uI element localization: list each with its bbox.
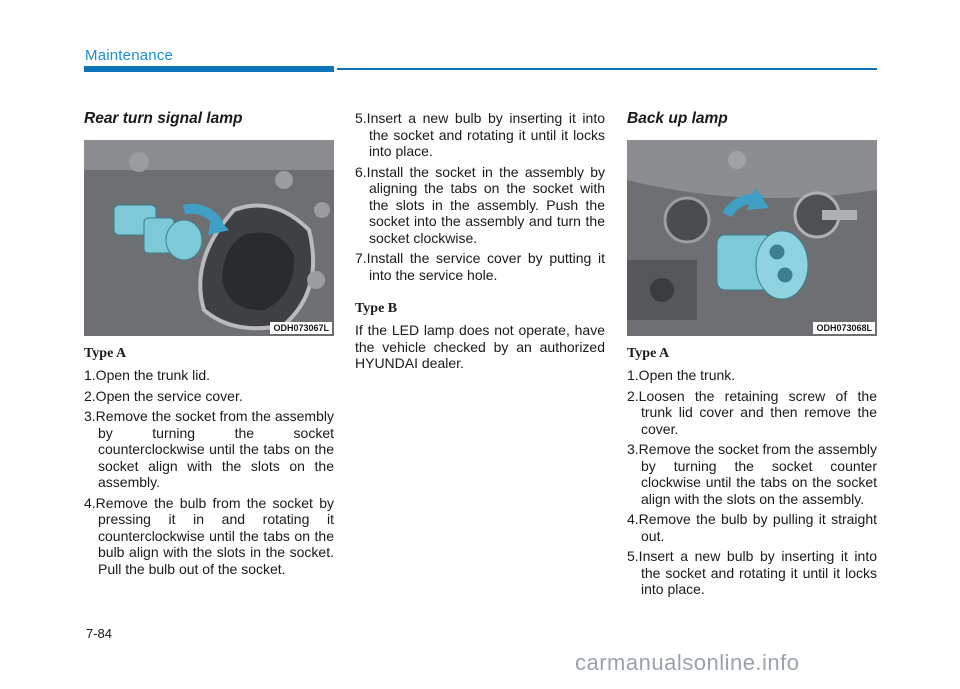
step-item: 5.Insert a new bulb by inserting it into the socket and rotating it until it locks into place. [627, 548, 877, 597]
backup-lamp-illustration [627, 140, 877, 336]
figure-code: ODH073067L [270, 322, 332, 334]
step-item: 3.Remove the socket from the assembly by turning the socket counterclockwise until the tabs on the socket align with the slots on the assembly. [84, 408, 334, 490]
type-a-label: Type A [627, 346, 670, 361]
header-rule-thick [84, 66, 334, 72]
rear-turn-signal-figure [84, 140, 334, 336]
continued-steps [355, 110, 605, 283]
step-item: 2.Loosen the retaining screw of the trunk lid cover and then remove the cover. [627, 387, 877, 437]
section-title: Maintenance [85, 47, 174, 64]
step-item: 2.Open the service cover. [84, 387, 243, 404]
type-b-note: If the LED lamp does not operate, have the vehicle checked by an authorized HYUNDAI dealer. [355, 322, 605, 371]
rear-turn-signal-heading: Rear turn signal lamp [84, 110, 243, 127]
header-rule-thin [337, 68, 877, 70]
back-up-lamp-heading: Back up lamp [627, 110, 728, 127]
step-item: 5.Insert a new bulb by inserting it into the socket and rotating it until it locks into place. [355, 110, 605, 159]
rear-turn-signal-steps [84, 367, 334, 577]
back-up-lamp-figure [627, 140, 877, 336]
step-item: 3.Remove the socket from the assembly by turning the socket counter clockwise until the tabs on the socket align with the slots on the assembly. [627, 441, 877, 507]
right-column [627, 110, 877, 602]
step-item: 4.Remove the bulb from the socket by pressing it in and rotating it counterclockwise until the tabs on the bulb align with the slots in the socket. Pull the bulb out of the socket. [84, 494, 334, 577]
watermark: carmanualsonline.info [575, 650, 800, 675]
left-column [84, 110, 334, 581]
step-item: 1.Open the trunk. [627, 367, 736, 383]
middle-column [355, 110, 605, 377]
page-number: 7-84 [86, 626, 113, 641]
rear-lamp-illustration [84, 140, 334, 336]
step-item: 7.Install the service cover by putting it into the service hole. [355, 250, 605, 283]
type-b-label: Type B [355, 301, 398, 316]
figure-code: ODH073068L [813, 322, 875, 334]
type-a-label: Type A [84, 346, 127, 361]
step-item: 4.Remove the bulb by pulling it straight out. [627, 511, 877, 544]
step-item: 1.Open the trunk lid. [84, 367, 211, 383]
back-up-lamp-steps [627, 367, 877, 598]
step-item: 6.Install the socket in the assembly by aligning the tabs on the socket with the slots in the assembly. Push the socket into the assembly and turn the socket clockwise. [355, 163, 605, 246]
